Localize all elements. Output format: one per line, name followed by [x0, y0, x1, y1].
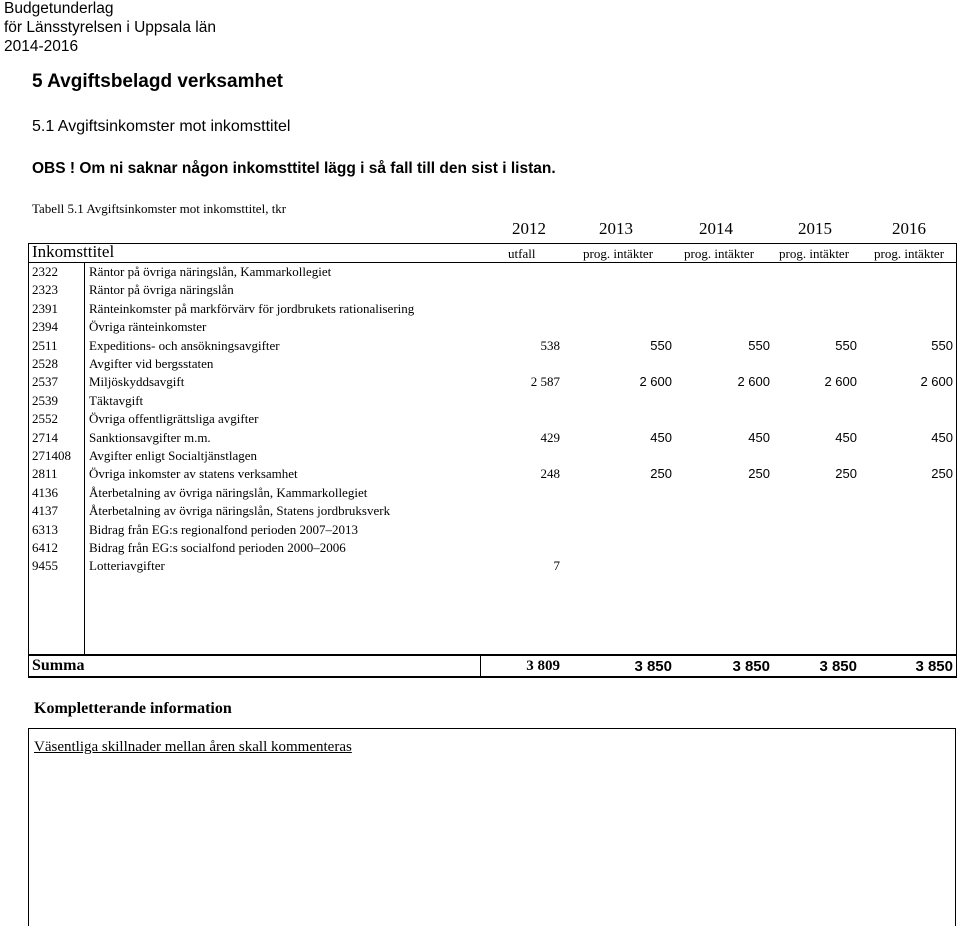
table-border-top: [28, 243, 957, 244]
row-value: 538: [540, 338, 560, 353]
row-title: Räntor på övriga näringslån: [89, 282, 234, 297]
row-title: Avgifter vid bergsstaten: [89, 356, 214, 371]
table-border-bottom: [28, 676, 957, 678]
header-separator: [28, 262, 957, 263]
row-value: 450: [835, 430, 857, 445]
table-caption: Tabell 5.1 Avgiftsinkomster mot inkomsttitel, tkr: [32, 201, 287, 216]
row-value: 550: [835, 338, 857, 353]
title-column-header: Inkomsttitel: [32, 242, 115, 261]
row-value: 7: [553, 558, 560, 573]
row-title: Avgifter enligt Socialtjänstlagen: [89, 448, 257, 463]
row-code: 6313: [32, 522, 58, 537]
row-value: 250: [931, 466, 953, 481]
sum-divider: [480, 654, 481, 677]
notice-text: OBS ! Om ni saknar någon inkomsttitel lägg i så fall till den sist i listan.: [32, 160, 556, 177]
subheader: prog. intäkter: [583, 246, 654, 261]
row-code: 2539: [32, 393, 58, 408]
year-header: 2012: [512, 219, 546, 238]
row-code: 2537: [32, 374, 58, 389]
row-code: 9455: [32, 558, 58, 573]
row-code: 2714: [32, 430, 58, 445]
subsection-title: 5.1 Avgiftsinkomster mot inkomsttitel: [32, 118, 291, 135]
row-value: 2 600: [737, 374, 770, 389]
row-code: 4136: [32, 485, 58, 500]
sum-value: 3 809: [526, 658, 560, 674]
row-title: Expeditions- och ansökningsavgifter: [89, 338, 280, 353]
year-header: 2015: [798, 219, 832, 238]
row-value: 2 600: [920, 374, 953, 389]
row-title: Lotteriavgifter: [89, 558, 165, 573]
row-title: Återbetalning av övriga näringslån, Kammarkollegiet: [89, 485, 368, 500]
section-title: 5 Avgiftsbelagd verksamhet: [32, 71, 283, 92]
sum-value: 3 850: [732, 658, 770, 675]
sum-separator: [28, 654, 957, 656]
row-value: 2 600: [639, 374, 672, 389]
row-value: 248: [540, 466, 560, 481]
sum-label: Summa: [32, 657, 85, 674]
row-code: 6412: [32, 540, 58, 555]
subheader: utfall: [508, 246, 536, 261]
row-title: Återbetalning av övriga näringslån, Statens jordbruksverk: [89, 503, 391, 518]
row-value: 429: [540, 430, 560, 445]
comment-box[interactable]: [28, 728, 956, 926]
row-value: 450: [931, 430, 953, 445]
row-value: 450: [748, 430, 770, 445]
subheader: prog. intäkter: [684, 246, 755, 261]
row-title: Övriga inkomster av statens verksamhet: [89, 466, 298, 481]
sum-value: 3 850: [819, 658, 857, 675]
row-title: Bidrag från EG:s socialfond perioden 2000–2006: [89, 540, 346, 555]
row-value: 2 587: [530, 374, 560, 389]
subheader: prog. intäkter: [779, 246, 850, 261]
row-title: Övriga offentligrättsliga avgifter: [89, 411, 259, 426]
row-title: Sanktionsavgifter m.m.: [89, 430, 211, 445]
row-value: 250: [835, 466, 857, 481]
row-title: Täktavgift: [89, 393, 144, 408]
header-line-3: 2014-2016: [4, 38, 79, 55]
row-code: 271408: [32, 448, 71, 463]
comment-box-text: Väsentliga skillnader mellan åren skall kommenteras: [34, 739, 352, 755]
row-code: 2811: [32, 466, 58, 481]
row-title: Bidrag från EG:s regionalfond perioden 2007–2013: [89, 522, 358, 537]
row-value: 450: [650, 430, 672, 445]
row-value: 550: [931, 338, 953, 353]
row-value: 550: [748, 338, 770, 353]
header-line-2: för Länsstyrelsen i Uppsala län: [4, 19, 216, 36]
row-value: 550: [650, 338, 672, 353]
row-title: Övriga ränteinkomster: [89, 319, 207, 334]
complement-heading: Kompletterande information: [34, 700, 232, 717]
row-title: Miljöskyddsavgift: [89, 374, 185, 389]
row-code: 4137: [32, 503, 58, 518]
row-value: 250: [748, 466, 770, 481]
code-column-divider: [84, 262, 85, 654]
header-line-1: Budgetunderlag: [4, 0, 114, 17]
row-value: 250: [650, 466, 672, 481]
row-value: 2 600: [824, 374, 857, 389]
row-code: 2511: [32, 338, 58, 353]
row-code: 2323: [32, 282, 58, 297]
row-code: 2394: [32, 319, 58, 334]
table-border-left: [28, 243, 29, 677]
year-header: 2014: [699, 219, 733, 238]
subheader: prog. intäkter: [874, 246, 945, 261]
row-code: 2391: [32, 301, 58, 316]
year-header: 2013: [599, 219, 633, 238]
row-code: 2528: [32, 356, 58, 371]
sum-value: 3 850: [915, 658, 953, 675]
row-title: Ränteinkomster på markförvärv för jordbrukets rationalisering: [89, 301, 415, 316]
table-border-right: [956, 243, 957, 677]
row-title: Räntor på övriga näringslån, Kammarkollegiet: [89, 264, 332, 279]
row-code: 2552: [32, 411, 58, 426]
row-code: 2322: [32, 264, 58, 279]
sum-value: 3 850: [634, 658, 672, 675]
year-header: 2016: [892, 219, 926, 238]
